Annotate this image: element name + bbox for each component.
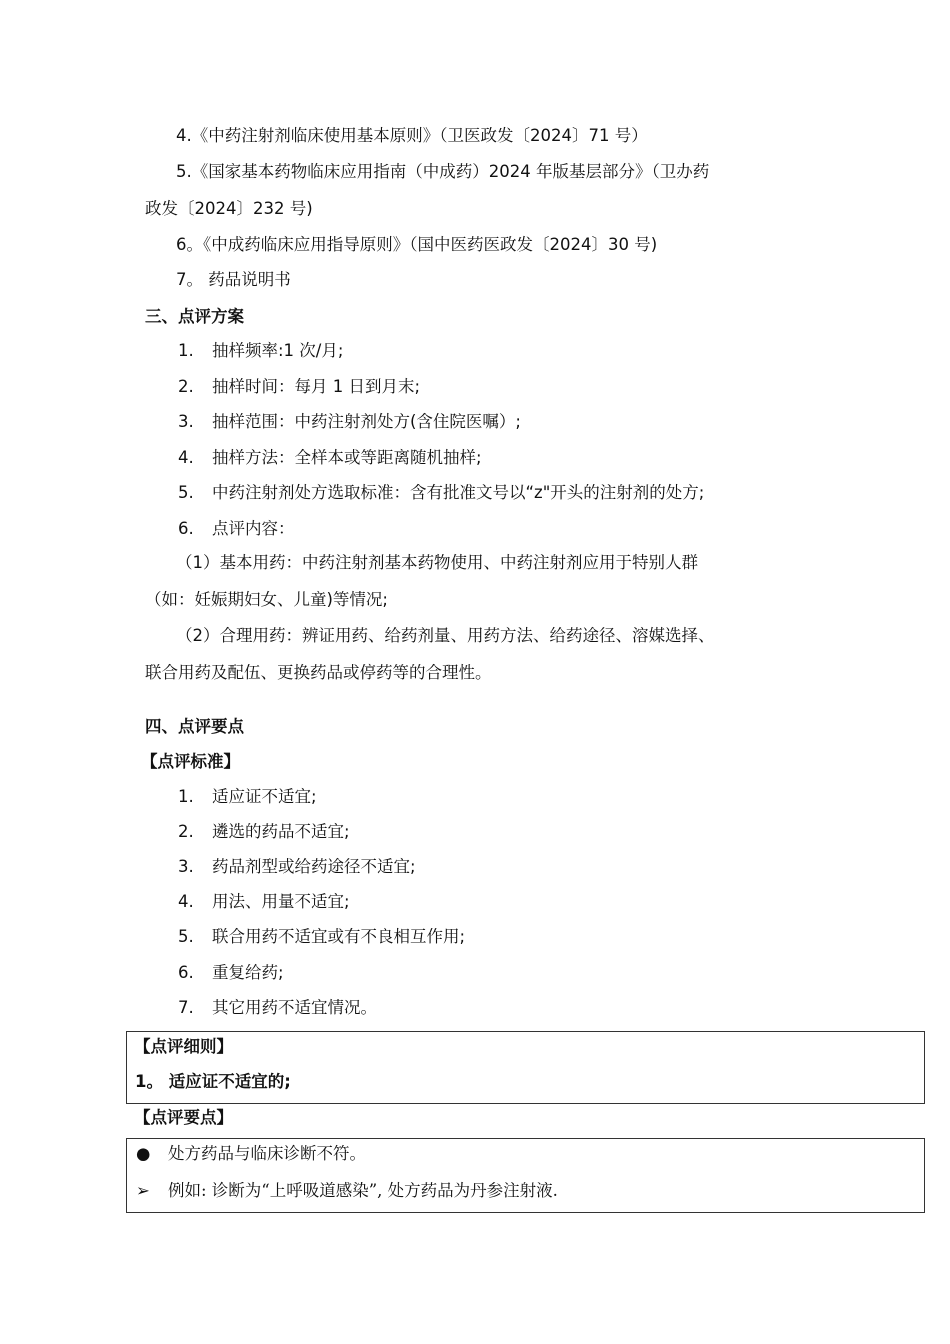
key-points-title: 【点评要点】 [134, 1108, 233, 1127]
rules-title: 【点评细则】 [134, 1037, 233, 1056]
standard-title: 【点评标准】 [141, 752, 240, 771]
list-item: 2. 遴选的药品不适宜; [178, 822, 350, 841]
list-item: 4. 抽样方法：全样本或等距离随机抽样; [178, 448, 482, 467]
reference-6: 6。《中成药临床应用指导原则》（国中医药医政发〔2024〕30 号) [176, 235, 658, 254]
paragraph-rational-use-cont: 联合用药及配伍、更换药品或停药等的合理性。 [145, 663, 492, 682]
section-3-heading: 三、点评方案 [145, 307, 244, 326]
list-item: 4. 用法、用量不适宜; [178, 892, 350, 911]
arrow-bullet-icon: ➢ [136, 1181, 150, 1200]
list-item: 5. 联合用药不适宜或有不良相互作用; [178, 927, 466, 946]
list-item: 3. 药品剂型或给药途径不适宜; [178, 857, 416, 876]
list-item: 5. 中药注射剂处方选取标准：含有批准文号以“z"开头的注射剂的处方; [178, 483, 705, 502]
reference-7: 7。 药品说明书 [176, 270, 291, 289]
paragraph-basic-use-cont: （如：妊娠期妇女、儿童)等情况; [145, 590, 388, 609]
rule-1: 1。 适应证不适宜的; [135, 1072, 291, 1091]
bullet-icon: ● [136, 1144, 151, 1163]
reference-5-cont: 政发〔2024〕232 号) [145, 199, 313, 218]
list-item: 1. 适应证不适宜; [178, 787, 317, 806]
list-item: 6. 重复给药; [178, 963, 284, 982]
reference-5: 5.《国家基本药物临床应用指南（中成药）2024 年版基层部分》（卫办药 [176, 162, 710, 181]
list-item: 1. 抽样频率:1 次/月; [178, 341, 344, 360]
paragraph-basic-use: （1）基本用药：中药注射剂基本药物使用、中药注射剂应用于特别人群 [176, 553, 698, 572]
list-item: 6. 点评内容： [178, 519, 295, 538]
reference-4: 4.《中药注射剂临床使用基本原则》（卫医政发〔2024〕71 号） [176, 126, 648, 145]
paragraph-rational-use: （2）合理用药：辨证用药、给药剂量、用药方法、给药途径、溶媒选择、 [176, 626, 715, 645]
example-item: ➢ 例如: 诊断为“上呼吸道感染”, 处方药品为丹参注射液. [136, 1181, 558, 1200]
rules-box [126, 1031, 925, 1104]
list-item: 3. 抽样范围：中药注射剂处方(含住院医嘱）; [178, 412, 521, 431]
key-point-item: ● 处方药品与临床诊断不符。 [136, 1144, 366, 1163]
section-4-heading: 四、点评要点 [145, 717, 244, 736]
list-item: 7. 其它用药不适宜情况。 [178, 998, 377, 1017]
list-item: 2. 抽样时间：每月 1 日到月末; [178, 377, 421, 396]
